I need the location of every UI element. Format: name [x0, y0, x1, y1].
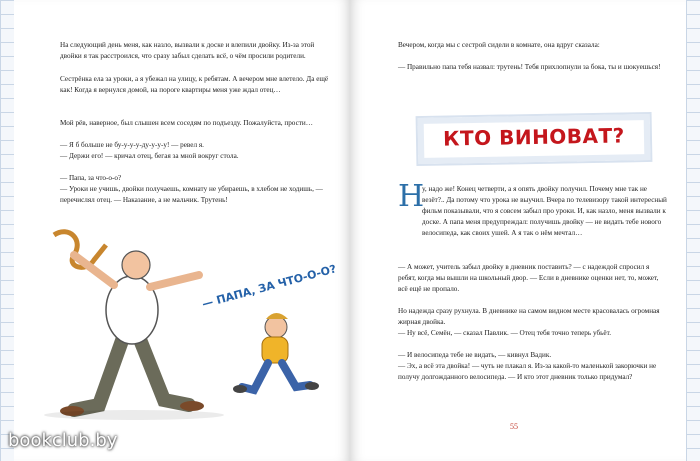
drop-cap: Н — [398, 179, 425, 214]
watermark: bookclub.by — [8, 430, 118, 451]
right-page — [350, 0, 686, 461]
paragraph: — А может, учитель забыл двойку в дневник поставить? — с надеждой спросил я ребят, когда мы вышли на школьный двор. — Если в дневнике оценки нет, то, может, всё ещё не пропало. — [398, 263, 659, 293]
illustration-father-chasing-boy — [14, 215, 344, 430]
chapter-title-banner — [416, 112, 653, 166]
paragraph: — Я б больше не бу-у-у-у-ду-у-у-у! — ревел я. — [60, 141, 204, 149]
paragraph: Но надежда сразу рухнула. В дневнике на самом видном месте красовалась огромная жирная двойка. — [398, 307, 660, 326]
speech-bubble: — ПАПА, ЗА ЧТО-О-О? — [200, 262, 338, 311]
paragraph: — И велосипеда тебе не видать, — кивнул Вадик. — [398, 351, 552, 359]
chapter-title: КТО ВИНОВАТ? — [442, 123, 625, 151]
paragraph: у, надо же! Конец четверти, а я опять двойку получил. Почему мне так не везёт?.. Да потому что урока не выучил. Вчера по телевизору такой интересный фильм показывали, что я совсем забыл про уроки. И, как назло, меня вызвали к доске. А папа меня предупреждал: получишь двойку — не видать тебе нового велосипеда, как своих ушей. А я так о нём мечтал… — [422, 185, 667, 237]
paragraph: Вечером, когда мы с сестрой сидели в комнате, она вдруг сказала: — [398, 41, 600, 49]
page-number: 55 — [510, 422, 518, 431]
paragraph: — Эх, а всё эта двойка! — чуть не плакал я. Из-за какой-то маленькой закорючки не получу долгожданного велосипеда. — И кто этот дневник только придумал? — [398, 362, 657, 381]
paragraph: На следующий день меня, как назло, вызвали к доске и влепили двойку. Из-за этой двойки я так расстроился, что сразу забыл сделать всё, о чём просили родители. — [60, 41, 315, 60]
paragraph: — Папа, за что-о-о? — [60, 174, 122, 182]
paragraph: Сестрёнка ела за уроки, а я убежал на улицу, к ребятам. А вечером мне влетело. Да ещё как! Когда я вернулся домой, на пороге квартиры меня уже ждал отец… — [60, 75, 329, 94]
paragraph: Мой рёв, наверное, был слышен всем соседям по подъезду. Пожалуйста, прости… — [60, 119, 313, 127]
paragraph: — Правильно папа тебя назвал: трутень! Тебя прихлопнули за бока, ты и шокуешься! — [398, 63, 661, 71]
paragraph: — Уроки не учишь, двойки получаешь, комнату не убираешь, в хлебом не ходишь, — перечислял отец. — Наказание, а не мальчик. Трутень! — [60, 185, 323, 204]
paragraph: — Держи его! — кричал отец, бегая за мной вокруг стола. — [60, 152, 239, 160]
paragraph: — Ну всё, Семён, — сказал Павлик. — Отец тебя точно теперь убьёт. — [398, 329, 611, 337]
